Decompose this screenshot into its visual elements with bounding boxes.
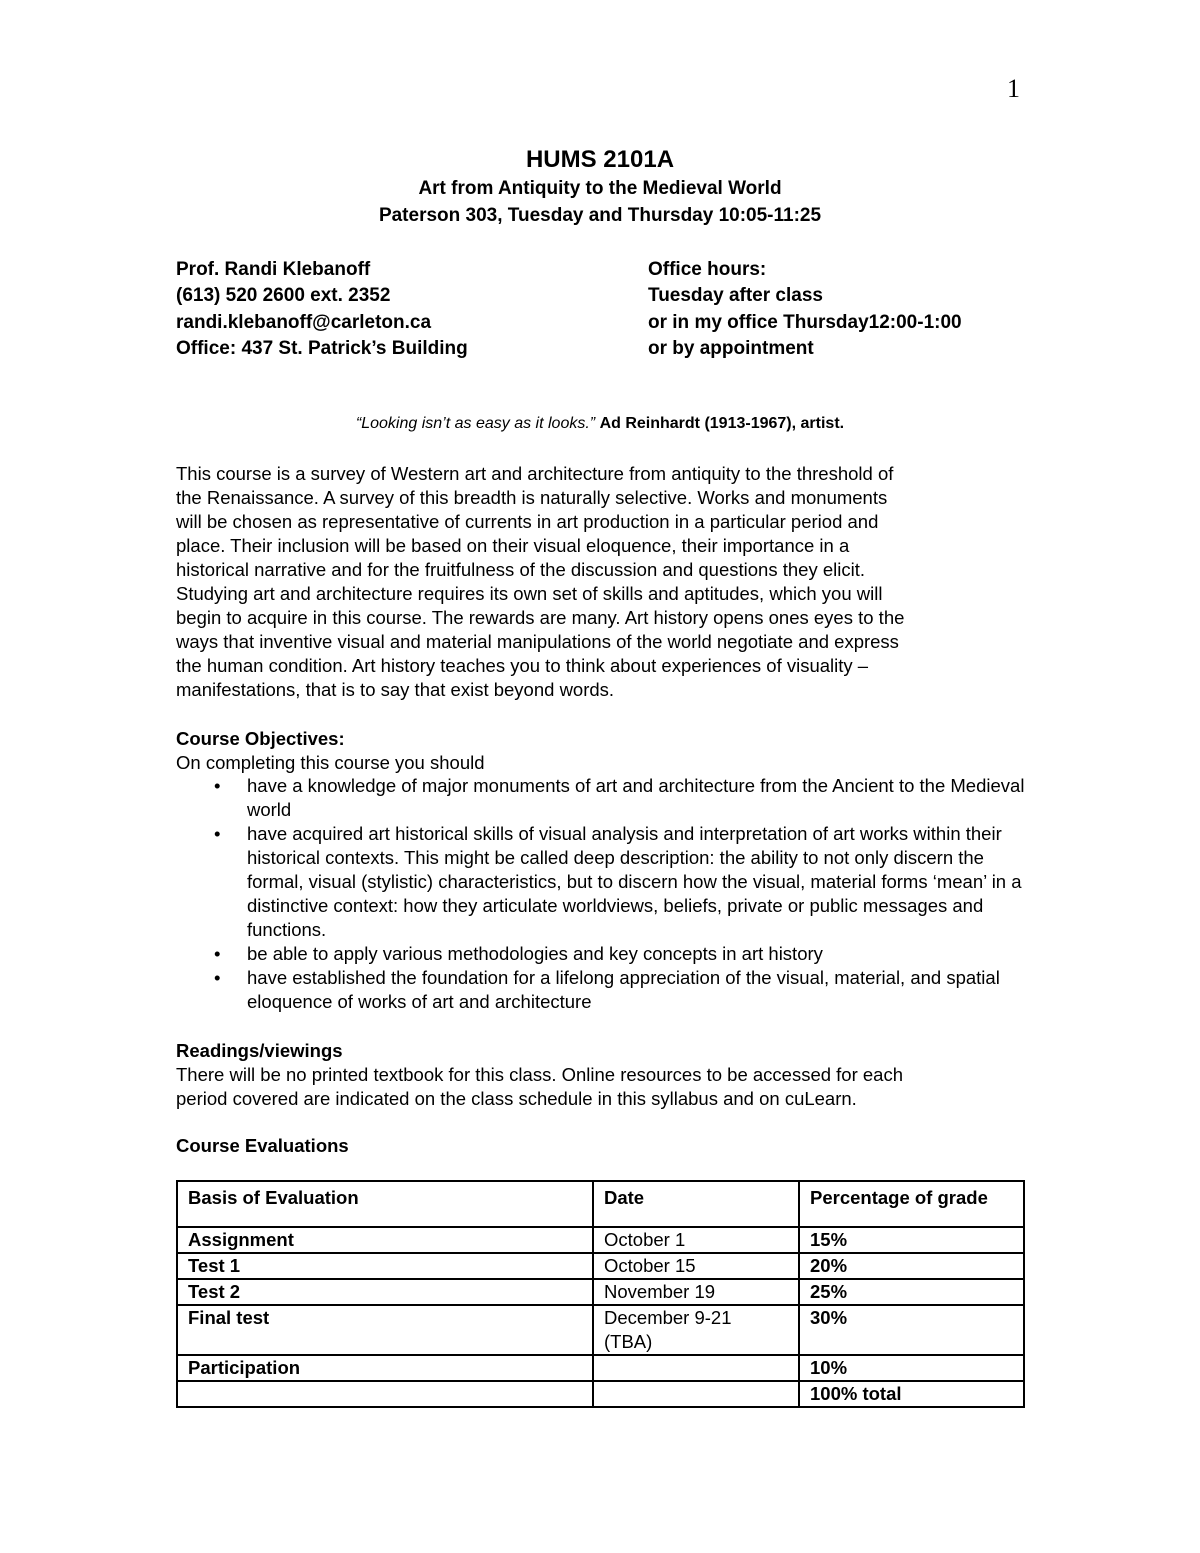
list-item: • have acquired art historical skills of visual analysis and interpretation of art works within their historical contexts. This might be called deep description: the ability to not only discern the formal, visual (stylistic) characteristics, but to discern how the visual, material forms ‘mean’ in a distinctive context: how they articulate worldviews, beliefs, private or public messages and functions. [214, 823, 1022, 940]
description-line: ways that inventive visual and material manipulations of the world negotiate and express [176, 631, 899, 652]
table-row [177, 1355, 1024, 1381]
bullet-icon: • [214, 775, 221, 796]
basis-cell: Test 2 [177, 1279, 593, 1305]
readings-line-2: period covered are indicated on the class schedule in this syllabus and on cuLearn. [176, 1088, 857, 1109]
instructor-name: Prof. Randi Klebanoff [176, 259, 371, 280]
date-cell [593, 1381, 799, 1407]
date-note: (TBA) [604, 1331, 653, 1352]
instructor-office: Office: 437 St. Patrick’s Building [176, 338, 468, 359]
office-hours-line-3: or by appointment [648, 338, 814, 359]
course-schedule: Paterson 303, Tuesday and Thursday 10:05-11:25 [378, 205, 822, 226]
readings-line-1: There will be no printed textbook for this class. Online resources to be accessed for each [176, 1064, 904, 1085]
description-line: manifestations, that is to say that exist beyond words. [176, 679, 615, 700]
office-hours-line-2: or in my office Thursday12:00-1:00 [648, 312, 962, 333]
objectives-heading: Course Objectives: [176, 728, 345, 749]
date-value: December 9-21 [604, 1307, 732, 1328]
list-item: • have a knowledge of major monuments of art and architecture from the Ancient to the Medieval world [214, 775, 1025, 820]
description-line: place. Their inclusion will be based on their visual eloquence, their importance in a [176, 535, 850, 556]
basis-cell: Final test [177, 1305, 593, 1355]
description-line: historical narrative and for the fruitfulness of the discussion and questions they elicit. [176, 559, 865, 580]
epigraph-attribution: Ad Reinhardt (1913-1967), artist. [599, 415, 845, 432]
basis-cell [177, 1381, 593, 1407]
course-description [176, 462, 904, 702]
description-line: begin to acquire in this course. The rewards are many. Art history opens ones eyes to the [176, 607, 905, 628]
description-line: will be chosen as representative of currents in art production in a particular period and [176, 511, 879, 532]
course-title: Art from Antiquity to the Medieval World [418, 178, 782, 199]
table-header-row [177, 1181, 1024, 1227]
table-row [177, 1227, 1024, 1253]
evaluations-heading: Course Evaluations [176, 1135, 349, 1156]
basis-cell: Test 1 [177, 1253, 593, 1279]
description-line: the human condition. Art history teaches you to think about experiences of visuality – [176, 655, 869, 676]
evaluation-table [176, 1180, 1025, 1408]
epigraph-quote: “Looking isn’t as easy as it looks.” [355, 415, 596, 432]
epigraph [0, 415, 1200, 433]
basis-cell: Assignment [177, 1227, 593, 1253]
objectives-list [176, 774, 1036, 1014]
table-row [177, 1381, 1024, 1407]
description-line: This course is a survey of Western art and architecture from antiquity to the threshold of [176, 463, 894, 484]
date-cell [593, 1305, 799, 1355]
total-cell: 100% total [799, 1381, 1024, 1407]
basis-cell: Participation [177, 1355, 593, 1381]
page-number: 1 [1007, 74, 1020, 103]
percent-cell: 15% [799, 1227, 1024, 1253]
table-row [177, 1305, 1024, 1355]
table-row [177, 1279, 1024, 1305]
column-header: Percentage of grade [799, 1181, 1024, 1227]
table-row [177, 1253, 1024, 1279]
readings-heading: Readings/viewings [176, 1040, 343, 1061]
office-hours-label: Office hours: [648, 259, 767, 280]
bullet-icon: • [214, 943, 221, 964]
column-header: Basis of Evaluation [177, 1181, 593, 1227]
list-item: • be able to apply various methodologies and key concepts in art history [214, 943, 823, 964]
description-line: the Renaissance. A survey of this breadth is naturally selective. Works and monuments [176, 487, 888, 508]
date-cell [593, 1355, 799, 1381]
percent-cell: 20% [799, 1253, 1024, 1279]
date-cell: November 19 [593, 1279, 799, 1305]
instructor-email[interactable]: randi.klebanoff@carleton.ca [176, 312, 432, 333]
percent-cell: 25% [799, 1279, 1024, 1305]
instructor-phone: (613) 520 2600 ext. 2352 [176, 285, 391, 306]
list-item: • have established the foundation for a lifelong appreciation of the visual, material, and spatial eloquence of works of art and architecture [214, 967, 1000, 1012]
date-cell: October 15 [593, 1253, 799, 1279]
percent-cell: 10% [799, 1355, 1024, 1381]
column-header: Date [593, 1181, 799, 1227]
date-cell: October 1 [593, 1227, 799, 1253]
course-code: HUMS 2101A [525, 146, 675, 173]
bullet-icon: • [214, 823, 221, 844]
office-hours-line-1: Tuesday after class [648, 285, 823, 306]
bullet-icon: • [214, 967, 221, 988]
percent-cell: 30% [799, 1305, 1024, 1355]
description-line: Studying art and architecture requires its own set of skills and aptitudes, which you will [176, 583, 883, 604]
objectives-intro: On completing this course you should [176, 752, 485, 773]
